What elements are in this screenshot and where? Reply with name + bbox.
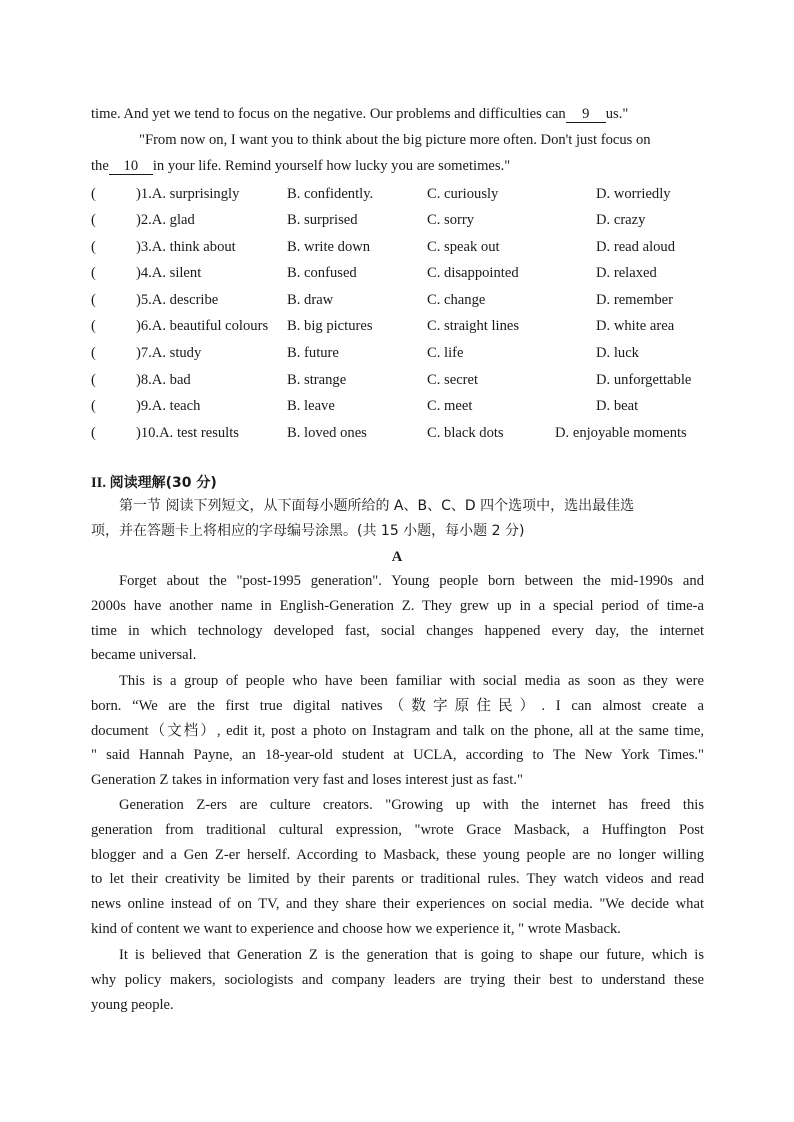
paragraph-line: born. “We are the first true digital natives（数字原住民）. I can almost create a [91,697,704,714]
question-3-option-a: )3.A. think about [136,239,236,255]
answer-paren[interactable]: ( [91,292,96,308]
question-4-option-b: B. confused [287,265,357,281]
instructions-line-2: 项，并在答题卡上将相应的字母编号涂黑。(共 15 小题，每小题 2 分) [91,523,525,539]
paragraph-line: 2000s have another name in English-Generation Z. They grew up in a special period of time-a [91,597,704,614]
question-4-option-a: )4.A. silent [136,265,202,281]
question-8-option-c: C. secret [427,372,479,388]
answer-paren[interactable]: ( [91,372,96,388]
question-8-option-a: )8.A. bad [136,372,191,388]
question-6-option-d: D. white area [596,318,675,334]
question-2-option-d: D. crazy [596,212,646,228]
question-10-option-c: C. black dots [427,425,504,441]
question-7-option-a: )7.A. study [136,345,202,361]
question-8-option-d: D. unforgettable [596,372,692,388]
question-10-option-d: D. enjoyable moments [555,425,687,441]
question-1-option-b: B. confidently. [287,186,374,202]
question-5-option-b: B. draw [287,292,334,308]
question-3-option-c: C. speak out [427,239,500,255]
question-7-option-b: B. future [287,345,339,361]
paragraph-line: kind of content we want to experience and choose how we experience it, " wrote Masback. [91,920,621,937]
passage-text: time. And yet we tend to focus on the negative. Our problems and difficulties can [91,106,566,122]
paragraph-line: Generation Z takes in information very fast and loses interest just as fast." [91,772,523,789]
question-6-option-c: C. straight lines [427,318,520,334]
question-10-option-a: )10.A. test results [136,425,239,441]
paragraph-3 [91,793,704,942]
question-6-option-b: B. big pictures [287,318,373,334]
paragraph-line: " said Hannah Payne, an 18-year-old student at UCLA, according to The New York Times." [91,747,704,764]
passage-label: A [391,549,403,565]
answer-paren[interactable]: ( [91,345,96,361]
paragraph-line: young people. [91,996,174,1013]
question-9-option-c: C. meet [427,398,473,414]
question-2-option-c: C. sorry [427,212,475,228]
passage-line-1 [91,105,628,123]
question-1-option-a: )1.A. surprisingly [136,186,240,202]
paragraph-line: news online instead of on TV, and they share their experiences on social media. "We decide what [91,896,704,913]
question-9-option-d: D. beat [596,398,639,414]
question-8-option-b: B. strange [287,372,347,388]
answer-paren[interactable]: ( [91,318,96,334]
paragraph-line: document（文档）, edit it, post a photo on Instagram and talk on the phone, all at the same time, [91,722,704,739]
question-9-option-a: )9.A. teach [136,398,201,414]
answer-paren[interactable]: ( [91,425,96,441]
question-9-option-b: B. leave [287,398,335,414]
paragraph-line: became universal. [91,647,197,664]
section-number: II. [91,475,110,491]
answer-paren[interactable]: ( [91,212,96,228]
question-4-option-c: C. disappointed [427,265,519,281]
blank-9: 9 [566,106,606,123]
question-5-option-a: )5.A. describe [136,292,219,308]
question-7-option-d: D. luck [596,345,639,361]
answer-paren[interactable]: ( [91,265,96,281]
question-3-option-b: B. write down [287,239,371,255]
paragraph-line: It is believed that Generation Z is the generation that is going to shape our future, which is [119,947,704,963]
paragraph-4 [91,943,704,1017]
passage-text: the [91,158,109,174]
question-10-option-b: B. loved ones [287,425,367,441]
passage-line-2: "From now on, I want you to think about the big picture more often. Don't just focus on [139,132,651,148]
question-5-option-d: D. remember [596,292,673,308]
question-5-option-c: C. change [427,292,486,308]
question-1-option-c: C. curiously [427,186,499,202]
answer-paren[interactable]: ( [91,186,96,202]
question-2-option-a: )2.A. glad [136,212,195,228]
section-title: 阅读理解(30 分) [109,475,217,491]
paragraph-2 [91,669,704,793]
question-4-option-d: D. relaxed [596,265,657,281]
instructions-line-1: 第一节 阅读下列短文，从下面每小题所给的 A、B、C、D 四个选项中，选出最佳选 [119,498,635,514]
paragraph-line: Generation Z-ers are culture creators. "Growing up with the internet has freed this [119,797,704,813]
passage-line-3 [91,157,510,175]
answer-paren[interactable]: ( [91,239,96,255]
question-7-option-c: C. life [427,345,464,361]
paragraph-line: This is a group of people who have been familiar with social media as soon as they were [119,673,704,689]
passage-text: in your life. Remind yourself how lucky you are sometimes." [152,158,511,174]
paragraph-line: Forget about the "post-1995 generation". Young people born between the mid-1990s and [119,573,704,589]
paragraph-line: generation from traditional cultural expression, "wrote Grace Masback, a Huffington Post [91,821,704,838]
paragraph-line: to let their creativity be limited by their parents or traditional rules. They watch videos and read [91,871,704,888]
paragraph-line: time in which technology developed fast, social changes happened every day, the internet [91,622,704,639]
paragraph-1 [91,569,704,668]
section-heading [91,474,217,492]
question-2-option-b: B. surprised [287,212,358,228]
passage-text: us." [605,106,629,122]
question-3-option-d: D. read aloud [596,239,676,255]
question-6-option-a: )6.A. beautiful colours [136,318,269,334]
blank-10: 10 [109,158,153,175]
paragraph-line: blogger and a Gen Z-er herself. According to Masback, these young people are no longer willing [91,846,704,863]
paragraph-line: why policy makers, sociologists and company leaders are trying their best to understand these [91,971,704,988]
question-1-option-d: D. worriedly [596,186,671,202]
answer-paren[interactable]: ( [91,398,96,414]
